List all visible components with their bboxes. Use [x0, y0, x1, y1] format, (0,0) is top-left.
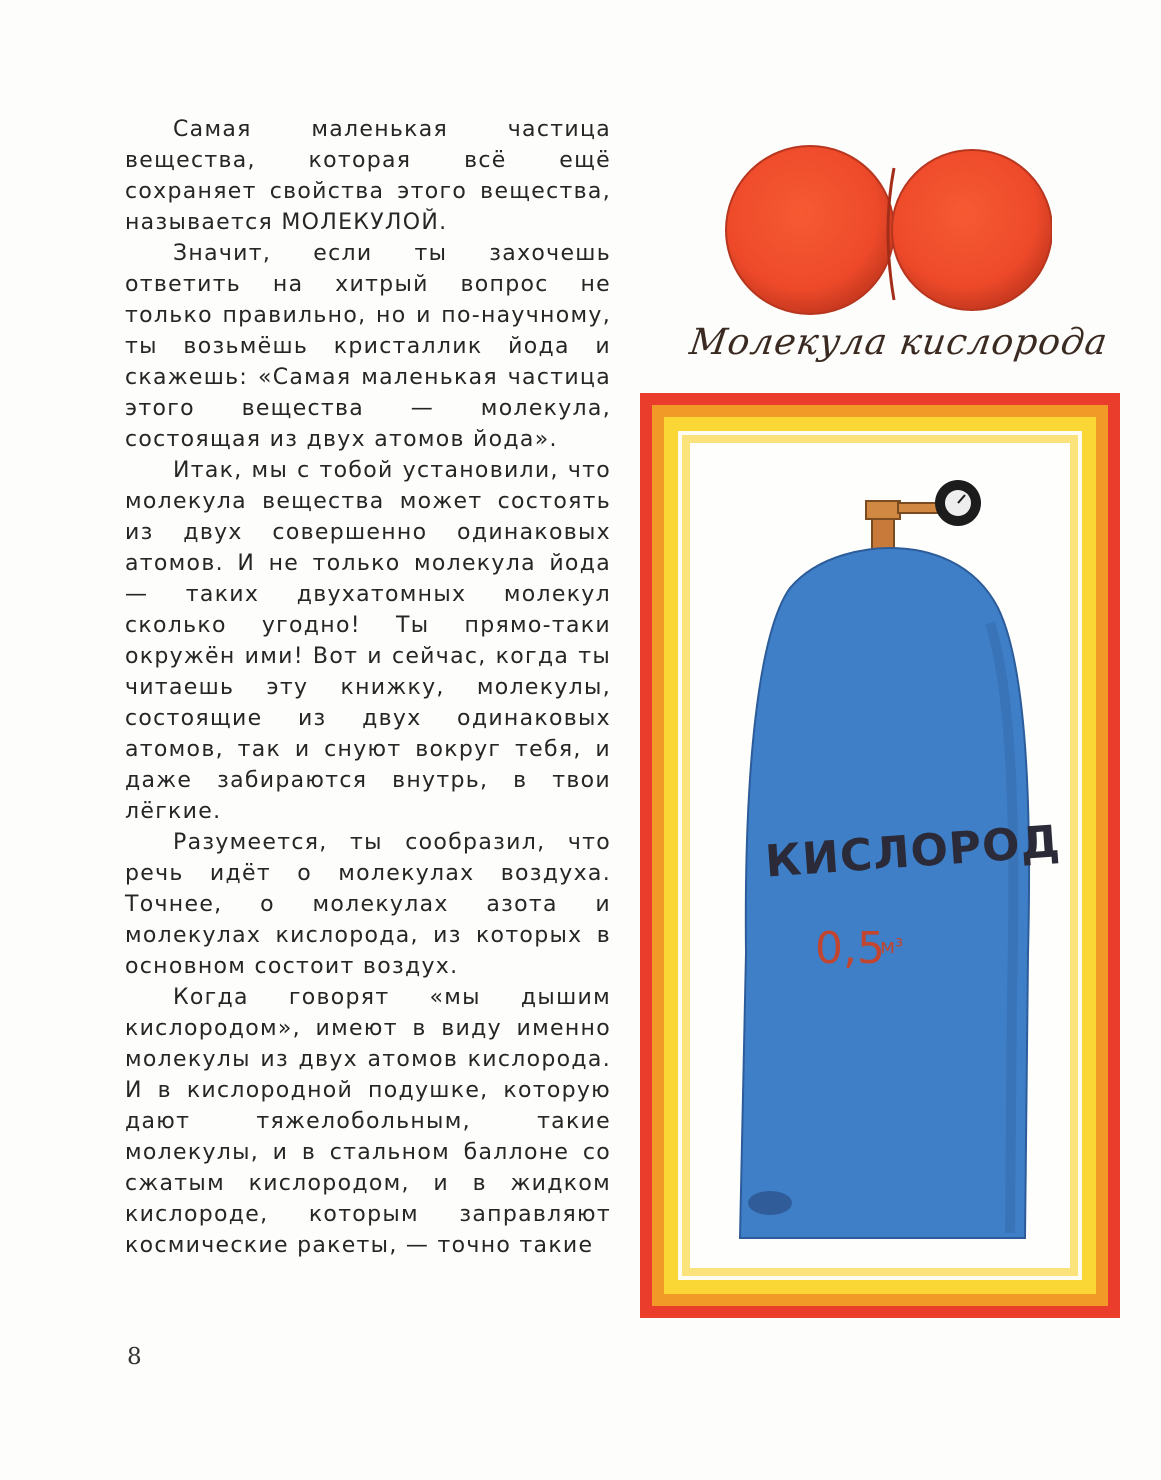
cylinder-body [740, 548, 1029, 1238]
valve-cap [866, 501, 900, 519]
oxygen-cylinder-illustration [640, 393, 1120, 1318]
page-number: 8 [127, 1344, 142, 1370]
valve-stem [872, 516, 894, 551]
paragraph: Значит, если ты захочешь ответить на хитрый вопрос не только правильно, но и по-научному, ты возьмёшь кристаллик йода и скажешь: «Самая маленькая частица этого вещества — молекула, состоящая из двух атомов йода». [125, 241, 611, 452]
cylinder-unit: м³ [880, 934, 904, 958]
valve-arm [898, 503, 938, 513]
atom-right [892, 150, 1052, 310]
paragraph: Итак, мы с тобой установили, что молекула вещества может состоять из двух совершенно одинаковых атомов. И не только молекула йода — таких двухатомных молекул сколько угодно! Ты прямо-таки окружён ими! Вот и сейчас, когда ты читаешь эту книжку, молекулы, состоящие из двух одинаковых атомов, так и снуют вокруг тебя, и даже забираются внутрь, в твои лёгкие. [125, 458, 611, 824]
cylinder-volume: 0,5 [815, 923, 885, 974]
cylinder-label: КИСЛОРОД [763, 816, 1063, 888]
paragraph: Когда говорят «мы дышим кислородом», имеют в виду именно молекулы из двух атомов кислорода. И в кислородной подушке, которую дают тяжелобольным, такие молекулы, и в стальном баллоне со сжатым кислородом, и в жидком кислороде, которым заправляют космические ракеты, — точно такие [125, 985, 611, 1258]
paragraph: Разумеется, ты сообразил, что речь идёт о молекулах воздуха. Точнее, о молекулах азота и молекулах кислорода, из которых в основном состоит воздух. [125, 830, 611, 979]
body-text [125, 114, 611, 1261]
paragraph: Самая маленькая частица вещества, которая всё ещё сохраняет свойства этого вещества, называется МОЛЕКУЛОЙ. [125, 117, 611, 235]
atom-left [726, 146, 894, 314]
molecule-caption: Молекула кислорода [687, 322, 1111, 363]
oxygen-molecule-illustration [722, 140, 1052, 340]
